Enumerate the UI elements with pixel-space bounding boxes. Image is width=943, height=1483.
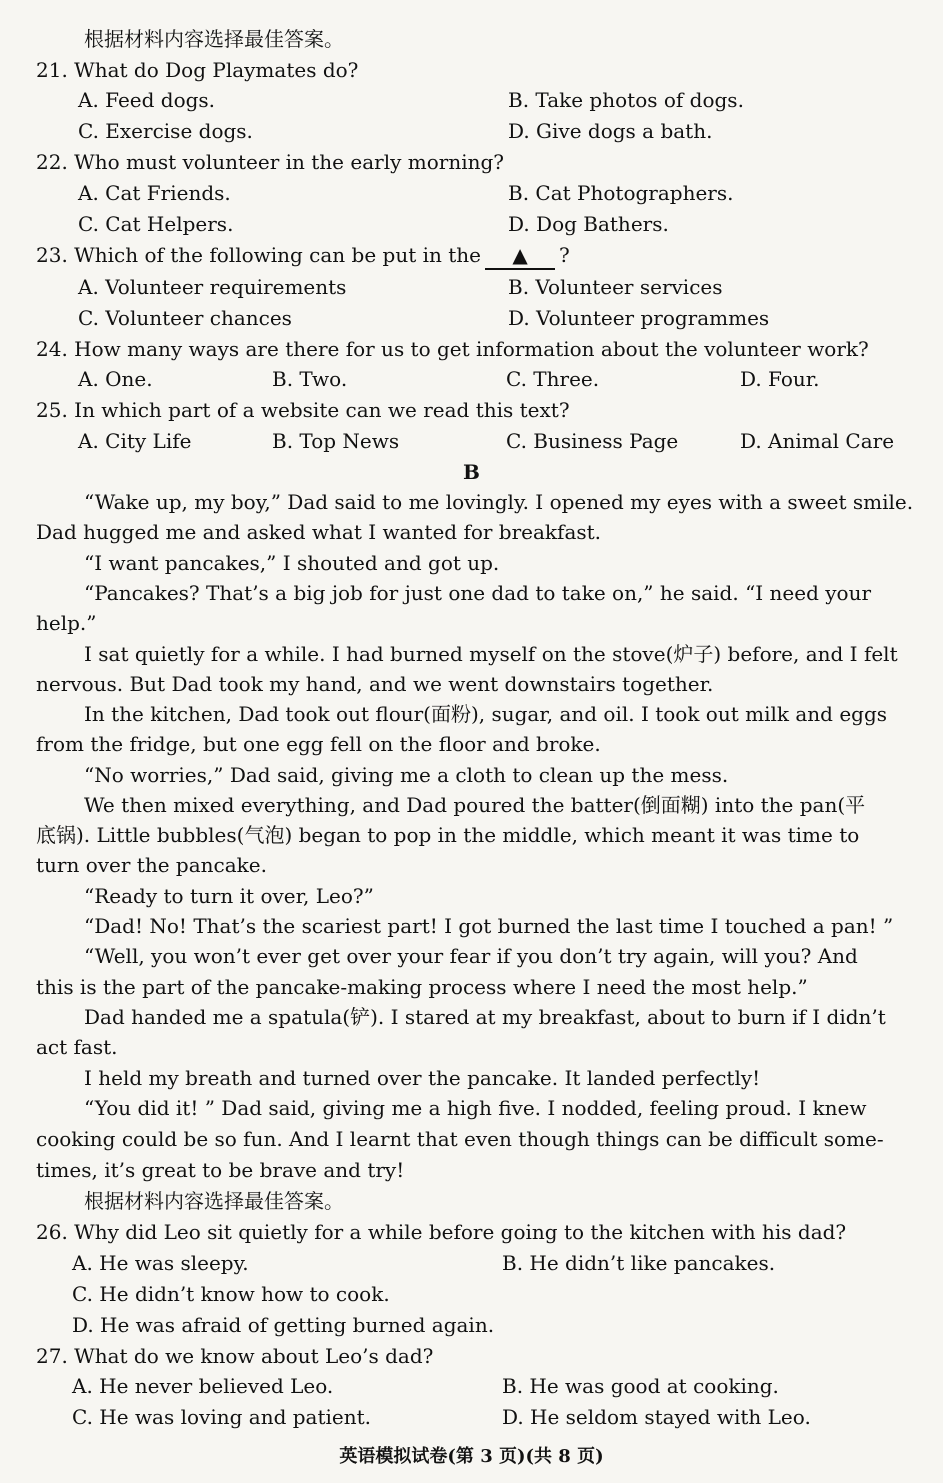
option-c[interactable]: C. Exercise dogs. <box>78 119 253 143</box>
instruction-line <box>0 1186 943 1216</box>
passage-text: “Pancakes? That’s a big job for just one dad to take on,” he said. “I need your <box>84 581 872 605</box>
question-23-options-row-2 <box>0 303 943 333</box>
passage-text: We then mixed everything, and Dad poured the batter(倒面糊) into the pan(平 <box>84 793 866 817</box>
option-c[interactable]: C. Volunteer chances <box>78 306 292 330</box>
question-stem: 22. Who must volunteer in the early morning? <box>36 150 504 174</box>
passage-line <box>0 1002 943 1032</box>
question-23-options-row-1 <box>0 272 943 302</box>
passage-text: “Well, you won’t ever get over your fear if you don’t try again, will you? And <box>84 944 858 968</box>
question-21 <box>0 55 943 85</box>
option-a[interactable]: A. City Life <box>78 429 192 453</box>
option-d[interactable]: D. He seldom stayed with Leo. <box>502 1405 811 1429</box>
option-b[interactable]: B. Cat Photographers. <box>508 181 734 205</box>
question-22-options-row-1 <box>0 178 943 208</box>
passage-text: times, it’s great to be brave and try! <box>36 1158 405 1182</box>
passage-line <box>0 911 943 941</box>
question-26-option-d <box>0 1310 943 1340</box>
option-d[interactable]: D. Four. <box>740 367 820 391</box>
question-22-options-row-2 <box>0 209 943 239</box>
passage-line <box>0 1093 943 1123</box>
question-stem: 25. In which part of a website can we read this text? <box>36 398 570 422</box>
passage-line <box>0 1124 943 1154</box>
passage-line <box>0 608 943 638</box>
passage-line <box>0 850 943 880</box>
passage-text: this is the part of the pancake-making process where I need the most help.” <box>36 975 808 999</box>
question-21-options-row-1 <box>0 85 943 115</box>
blank-triangle: ▲ <box>485 242 555 270</box>
question-23 <box>0 240 943 270</box>
option-b[interactable]: B. Volunteer services <box>508 275 723 299</box>
passage-line <box>0 517 943 547</box>
passage-text: “You did it! ” Dad said, giving me a high five. I nodded, feeling proud. I knew <box>84 1096 867 1120</box>
question-24 <box>0 334 943 364</box>
option-a[interactable]: A. Feed dogs. <box>78 88 216 112</box>
option-a[interactable]: A. One. <box>78 367 153 391</box>
option-b[interactable]: B. He didn’t like pancakes. <box>502 1251 776 1275</box>
passage-text: cooking could be so fun. And I learnt that even though things can be difficult some- <box>36 1127 884 1151</box>
section-b-heading <box>0 457 943 487</box>
question-25-options <box>0 426 943 456</box>
question-mark: ? <box>559 243 570 267</box>
passage-text: “No worries,” Dad said, giving me a cloth to clean up the mess. <box>84 763 729 787</box>
question-27 <box>0 1341 943 1371</box>
option-d[interactable]: D. Give dogs a bath. <box>508 119 713 143</box>
passage-text: 底锅). Little bubbles(气泡) began to pop in the middle, which meant it was time to <box>36 823 860 847</box>
question-26 <box>0 1217 943 1247</box>
passage-text: I sat quietly for a while. I had burned myself on the stove(炉子) before, and I felt <box>84 642 898 666</box>
passage-text: Dad handed me a spatula(铲). I stared at my breakfast, about to burn if I didn’t <box>84 1005 886 1029</box>
question-27-options-row-2 <box>0 1402 943 1432</box>
passage-text: “Dad! No! That’s the scariest part! I got burned the last time I touched a pan! ” <box>84 914 894 938</box>
passage-line <box>0 578 943 608</box>
passage-line <box>0 639 943 669</box>
option-c[interactable]: C. Business Page <box>506 429 679 453</box>
option-d[interactable]: D. He was afraid of getting burned again. <box>72 1313 495 1337</box>
instruction-text: 根据材料内容选择最佳答案。 <box>84 1189 344 1213</box>
question-27-options-row-1 <box>0 1371 943 1401</box>
passage-line <box>0 790 943 820</box>
question-stem: 26. Why did Leo sit quietly for a while before going to the kitchen with his dad? <box>36 1220 847 1244</box>
question-stem: 23. Which of the following can be put in the <box>36 243 482 267</box>
passage-text: “Wake up, my boy,” Dad said to me lovingly. I opened my eyes with a sweet smile. <box>84 490 914 514</box>
passage-text: “I want pancakes,” I shouted and got up. <box>84 551 500 575</box>
option-a[interactable]: A. Volunteer requirements <box>78 275 347 299</box>
question-26-options-row-1 <box>0 1248 943 1278</box>
passage-text: from the fridge, but one egg fell on the floor and broke. <box>36 732 601 756</box>
question-25 <box>0 395 943 425</box>
option-d[interactable]: D. Dog Bathers. <box>508 212 669 236</box>
option-b[interactable]: B. Top News <box>272 429 400 453</box>
passage-text: nervous. But Dad took my hand, and we went downstairs together. <box>36 672 714 696</box>
option-a[interactable]: A. He was sleepy. <box>72 1251 249 1275</box>
passage-line <box>0 760 943 790</box>
question-stem: 24. How many ways are there for us to get information about the volunteer work? <box>36 337 869 361</box>
question-stem: 27. What do we know about Leo’s dad? <box>36 1344 434 1368</box>
question-24-options <box>0 364 943 394</box>
option-c[interactable]: C. He was loving and patient. <box>72 1405 372 1429</box>
passage-text: I held my breath and turned over the pancake. It landed perfectly! <box>84 1066 761 1090</box>
passage-line <box>0 729 943 759</box>
passage-line <box>0 699 943 729</box>
passage-text: help.” <box>36 611 97 635</box>
passage-line <box>0 669 943 699</box>
passage-text: “Ready to turn it over, Leo?” <box>84 884 374 908</box>
passage-line <box>0 972 943 1002</box>
passage-text: act fast. <box>36 1035 118 1059</box>
passage-line <box>0 1032 943 1062</box>
passage-line <box>0 548 943 578</box>
section-letter: B <box>463 460 480 484</box>
instruction-line <box>0 24 943 54</box>
passage-line <box>0 1155 943 1185</box>
option-d[interactable]: D. Volunteer programmes <box>508 306 770 330</box>
option-a[interactable]: A. Cat Friends. <box>78 181 231 205</box>
option-b[interactable]: B. Take photos of dogs. <box>508 88 744 112</box>
passage-line <box>0 487 943 517</box>
option-a[interactable]: A. He never believed Leo. <box>72 1374 334 1398</box>
passage-text: turn over the pancake. <box>36 853 267 877</box>
question-stem: 21. What do Dog Playmates do? <box>36 58 359 82</box>
passage-text: In the kitchen, Dad took out flour(面粉), sugar, and oil. I took out milk and eggs <box>84 702 888 726</box>
option-b[interactable]: B. Two. <box>272 367 348 391</box>
question-22 <box>0 147 943 177</box>
option-b[interactable]: B. He was good at cooking. <box>502 1374 779 1398</box>
option-c[interactable]: C. He didn’t know how to cook. <box>72 1282 390 1306</box>
passage-line <box>0 820 943 850</box>
passage-line <box>0 1063 943 1093</box>
footer-text: 英语模拟试卷(第 3 页)(共 8 页) <box>339 1446 604 1467</box>
instruction-text: 根据材料内容选择最佳答案。 <box>84 27 344 51</box>
passage-line <box>0 881 943 911</box>
page-footer <box>0 1442 943 1472</box>
passage-text: Dad hugged me and asked what I wanted for breakfast. <box>36 520 602 544</box>
question-26-option-c <box>0 1279 943 1309</box>
option-c[interactable]: C. Cat Helpers. <box>78 212 234 236</box>
passage-line <box>0 941 943 971</box>
option-d[interactable]: D. Animal Care <box>740 429 895 453</box>
option-c[interactable]: C. Three. <box>506 367 600 391</box>
question-stem-wrap <box>36 240 570 270</box>
question-21-options-row-2 <box>0 116 943 146</box>
